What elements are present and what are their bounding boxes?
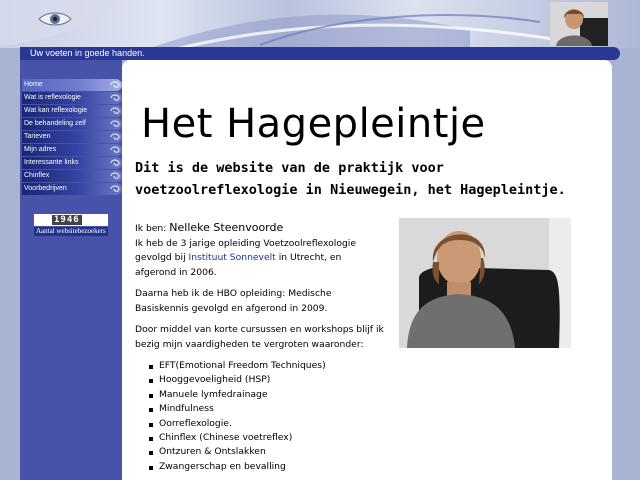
paragraph-text: in Utrecht, en afgerond in 2006. (135, 252, 342, 278)
swirl-icon (110, 171, 120, 181)
eye-graphic (38, 10, 72, 28)
counter-box (34, 214, 108, 226)
swirl-icon (110, 158, 120, 168)
paragraph-text: Ik heb de 3 jarige opleiding Voetzoolreflexologie gevolgd bij (135, 237, 356, 263)
counter-value: 1946 (54, 215, 80, 225)
swirl-icon (110, 184, 120, 194)
nav-item-label: Wat is reflexologie (24, 94, 81, 101)
list-item: Manuele lymfedrainage (149, 388, 385, 402)
swirl-icon (110, 119, 120, 129)
list-item: Mindfulness (149, 402, 385, 416)
nav-item-de-behandeling-zelf[interactable] (22, 118, 122, 130)
nav-item-wat-kan-reflexologie[interactable] (22, 105, 122, 117)
nav-item-label: Home (24, 81, 43, 88)
main-content (122, 60, 612, 480)
intro-text: Dit is de website van de praktijk voor voetzoolreflexologie in Nieuwegein, het Hagepleintje. (135, 160, 566, 198)
swirl-icon (110, 80, 120, 90)
about-section (135, 221, 385, 474)
nav-item-voorbedrijven[interactable] (22, 183, 122, 195)
nav-item-label: Mijn adres (24, 146, 57, 153)
list-item: Chinflex (Chinese voetreflex) (149, 431, 385, 445)
tagline-text: Uw voeten in goede handen. (30, 48, 145, 58)
nav-item-mijn-adres[interactable] (22, 144, 122, 156)
owner-name: Nelleke Steenvoorde (169, 221, 284, 234)
owner-photo (399, 218, 571, 348)
sidebar-nav (22, 79, 122, 196)
page-title: Het Hagepleintje (141, 101, 486, 147)
nav-item-tarieven[interactable] (22, 131, 122, 143)
nav-item-label: Wat kan reflexologie (24, 107, 88, 114)
nav-item-label: Voorbedrijven (24, 185, 67, 192)
nav-item-interessante-links[interactable] (22, 157, 122, 169)
name-prefix: Ik ben: (135, 223, 170, 234)
nav-item-label: De behandeling zelf (24, 120, 86, 127)
nav-item-wat-is-reflexologie[interactable] (22, 92, 122, 104)
header-portrait-photo (550, 2, 608, 46)
nav-item-label: Chinflex (24, 172, 50, 179)
header-banner (0, 0, 640, 48)
swirl-icon (110, 93, 120, 103)
banner-swoosh-graphic (0, 0, 640, 48)
instituut-sonnevelt-link[interactable]: Instituut Sonnevelt (188, 252, 276, 263)
list-item: Hooggevoeligheid (HSP) (149, 373, 385, 387)
list-item: Oorreflexologie. (149, 417, 385, 431)
paragraph-hbo: Daarna heb ik de HBO opleiding: Medische Basiskennis gevolgd en afgerond in 2009. (135, 288, 332, 314)
counter-label: Aantal websitebezoekers (34, 227, 108, 236)
paragraph-education (135, 237, 385, 281)
tagline-bar (20, 47, 620, 60)
nav-item-home[interactable] (22, 79, 122, 91)
nav-item-chinflex[interactable] (22, 170, 122, 182)
visitor-counter (34, 214, 108, 236)
swirl-icon (110, 132, 120, 142)
nav-item-label: Tarieven (24, 133, 51, 140)
nav-item-label: Interessante links (24, 159, 79, 166)
swirl-icon (110, 106, 120, 116)
list-item: EFT(Emotional Freedom Techniques) (149, 359, 385, 373)
paragraph-courses: Door middel van korte cursussen en workshops blijf ik bezig mijn vaardigheden te vergroten waaronder: (135, 324, 384, 350)
techniques-list (135, 359, 385, 474)
swirl-icon (110, 145, 120, 155)
list-item: Ontzuren & Ontslakken (149, 445, 385, 459)
list-item: Zwangerschap en bevalling (149, 460, 385, 474)
name-line (135, 221, 385, 237)
